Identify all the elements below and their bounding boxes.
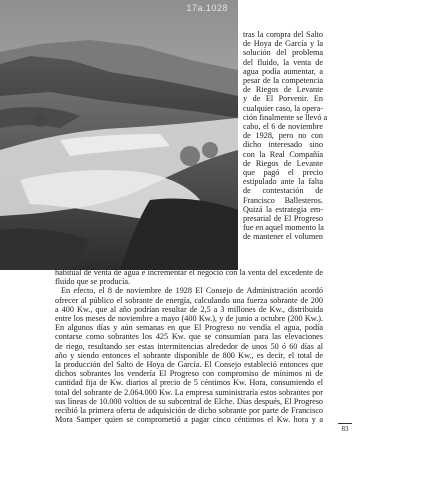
text-line: solución del problema bbox=[243, 48, 323, 58]
body-text bbox=[55, 268, 323, 424]
text-line: total del sobrante de 2.064.000 Kw. La empresa suministraría estos sobrantes por bbox=[55, 387, 323, 397]
text-line: Quizá la estrategia em- bbox=[243, 204, 323, 214]
text-line: de Riegos de Levante bbox=[243, 158, 323, 168]
text-line: de Hoya de García y la bbox=[243, 39, 323, 49]
text-line: la producción del Salto de Hoya de García. El Consejo estableció entonces que bbox=[55, 360, 323, 370]
landscape-photo bbox=[0, 0, 238, 270]
text-line: dichos sobrantes los vendería El Progreso con compromiso de mínimos ni de bbox=[55, 369, 323, 379]
text-line: a 400 Kw., que al año podrían resultar de 2,5 a 3 millones de Kw., distribuida bbox=[55, 304, 323, 314]
text-line: año y siendo entonces el sobrante disponible de 800 Kw., es decir, el total de bbox=[55, 350, 323, 360]
text-line: ofrecer al público el sobrante de energía, calculando una fuerza sobrante de 200 bbox=[55, 295, 323, 305]
text-line: pesar de la competencia bbox=[243, 76, 323, 86]
text-line: recibió la primera oferta de adquisición de dicho sobrante por parte de Francisco bbox=[55, 406, 323, 416]
text-line: Francisco Ballesteros. bbox=[243, 195, 323, 205]
text-line: En algunos días y aún semanas en que El Progreso no vendía el agua, podía bbox=[55, 323, 323, 333]
text-line: de mantener el volumen bbox=[243, 232, 323, 242]
text-line: fluido que se producía. bbox=[55, 277, 131, 287]
text-line: Mora Samper quien se comprometió a pagar cinco céntimos el Kw. hora y a bbox=[55, 415, 323, 425]
text-line: entre los meses de noviembre a mayo (400 Kw.), y de junio a octubre (200 Kw.). bbox=[55, 314, 323, 324]
text-line: con la Real Compañía bbox=[243, 149, 323, 159]
text-line: fue en aquel momento la bbox=[243, 223, 324, 233]
river-valley-photo bbox=[0, 0, 238, 270]
text-line: cabo, el 6 de noviembre bbox=[243, 122, 323, 132]
text-line: estipulado ante la falta bbox=[243, 177, 323, 187]
text-line: presarial de El Progreso bbox=[243, 214, 323, 224]
photo-archive-code: 17a.1028 bbox=[186, 3, 228, 13]
text-line: y de El Porvenir. En bbox=[243, 94, 323, 104]
text-line: En efecto, el 8 de noviembre de 1928 El Consejo de Administración acordó bbox=[61, 286, 323, 296]
text-line: contarse como sobrantes los 425 Kw. que se consumían para las elevaciones bbox=[55, 332, 323, 342]
page-number: 83 bbox=[338, 423, 352, 433]
text-line: de 1928, pero no con bbox=[243, 131, 323, 141]
text-line: ción finalmente se llevó a bbox=[243, 112, 328, 122]
text-line: de contestación de bbox=[243, 186, 323, 196]
text-line: sus líneas de 10.000 voltios de su subcentral de Elche. Días después, El Progreso bbox=[55, 396, 323, 406]
text-line: cualquier caso, la opera- bbox=[243, 103, 324, 113]
text-line: cantidad fija de Kw. diarios al precio de 5 céntimos Kw. Hora, consumiendo el bbox=[55, 378, 323, 388]
text-line: de riego, resultando ser estas intermitencias alrededor de unos 50 ó 60 días al bbox=[55, 341, 323, 351]
text-line: tras la compra del Salto bbox=[243, 30, 323, 39]
text-line: dicho interesado sino bbox=[243, 140, 323, 150]
text-line: habitual de venta de agua e incrementar el negocio con la venta del excedente de bbox=[55, 268, 323, 277]
text-line: agua podía aumentar, a bbox=[243, 66, 323, 76]
text-line: del fluido, la venta de bbox=[243, 57, 323, 67]
text-line: de Riegos de Levante bbox=[243, 85, 323, 95]
side-text-column bbox=[243, 30, 328, 242]
text-line: que pagó el precio bbox=[243, 168, 323, 178]
